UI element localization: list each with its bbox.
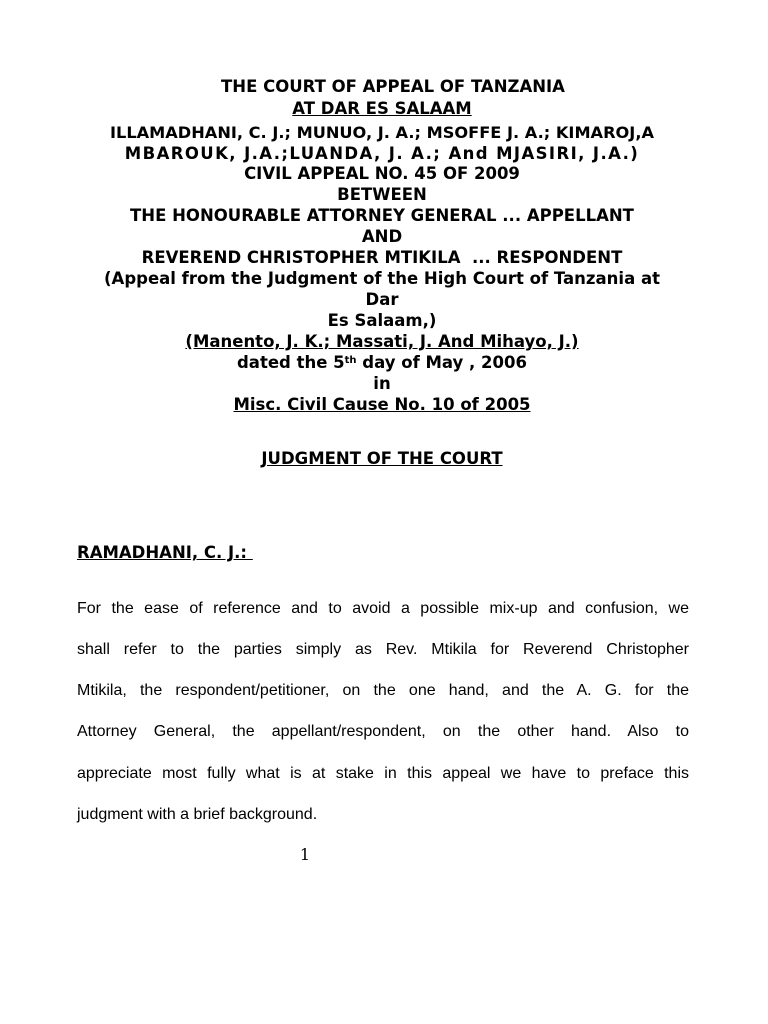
appeal-from-line-1: (Appeal from the Judgment of the High Court of Tanzania at xyxy=(104,269,660,288)
page-number: 1 xyxy=(299,845,311,864)
high-court-judges: (Manento, J. K.; Massati, J. And Mihayo, J.) xyxy=(185,332,579,351)
judgment-title: JUDGMENT OF THE COURT xyxy=(261,449,503,468)
paragraph-line: Mtikila, the respondent/petitioner, on the one hand, and the A. G. for the xyxy=(77,682,689,699)
appellant-line: THE HONOURABLE ATTORNEY GENERAL ... APPELLANT xyxy=(130,206,634,225)
between-label: BETWEEN xyxy=(337,185,427,204)
dated-suffix: day of May , 2006 xyxy=(356,353,527,372)
misc-civil-cause: Misc. Civil Cause No. 10 of 2005 xyxy=(233,395,531,414)
appeal-from-line-2: Dar xyxy=(365,290,399,309)
coram-line-2: MBAROUK, J.A.;LUANDA, J. A.; And MJASIRI, J.A.) xyxy=(124,144,640,163)
appeal-from-line-3: Es Salaam,) xyxy=(327,311,437,330)
paragraph-line: appreciate most fully what is at stake in this appeal we have to preface this xyxy=(77,765,689,782)
court-location: AT DAR ES SALAAM xyxy=(292,99,472,118)
dated-ordinal-suffix: th xyxy=(344,355,357,366)
in-label: in xyxy=(373,374,391,393)
and-label: AND xyxy=(361,227,403,246)
paragraph-line: Attorney General, the appellant/respondent, on the other hand. Also to xyxy=(77,723,689,740)
court-name: THE COURT OF APPEAL OF TANZANIA xyxy=(221,77,565,96)
paragraph-line: For the ease of reference and to avoid a possible mix-up and confusion, we xyxy=(77,600,689,617)
paragraph-line: judgment with a brief background. xyxy=(77,806,318,823)
coram-line-1: ILLAMADHANI, C. J.; MUNUO, J. A.; MSOFFE J. A.; KIMAROJ,A xyxy=(109,123,655,142)
judge-heading: RAMADHANI, C. J.: xyxy=(77,543,253,562)
civil-appeal-number: CIVIL APPEAL NO. 45 OF 2009 xyxy=(244,164,520,183)
dated-prefix: dated the 5 xyxy=(237,353,345,372)
paragraph-line: shall refer to the parties simply as Rev. Mtikila for Reverend Christopher xyxy=(77,641,689,658)
dated-line xyxy=(60,352,704,373)
respondent-line: REVEREND CHRISTOPHER MTIKILA ... RESPONDENT xyxy=(141,248,623,267)
